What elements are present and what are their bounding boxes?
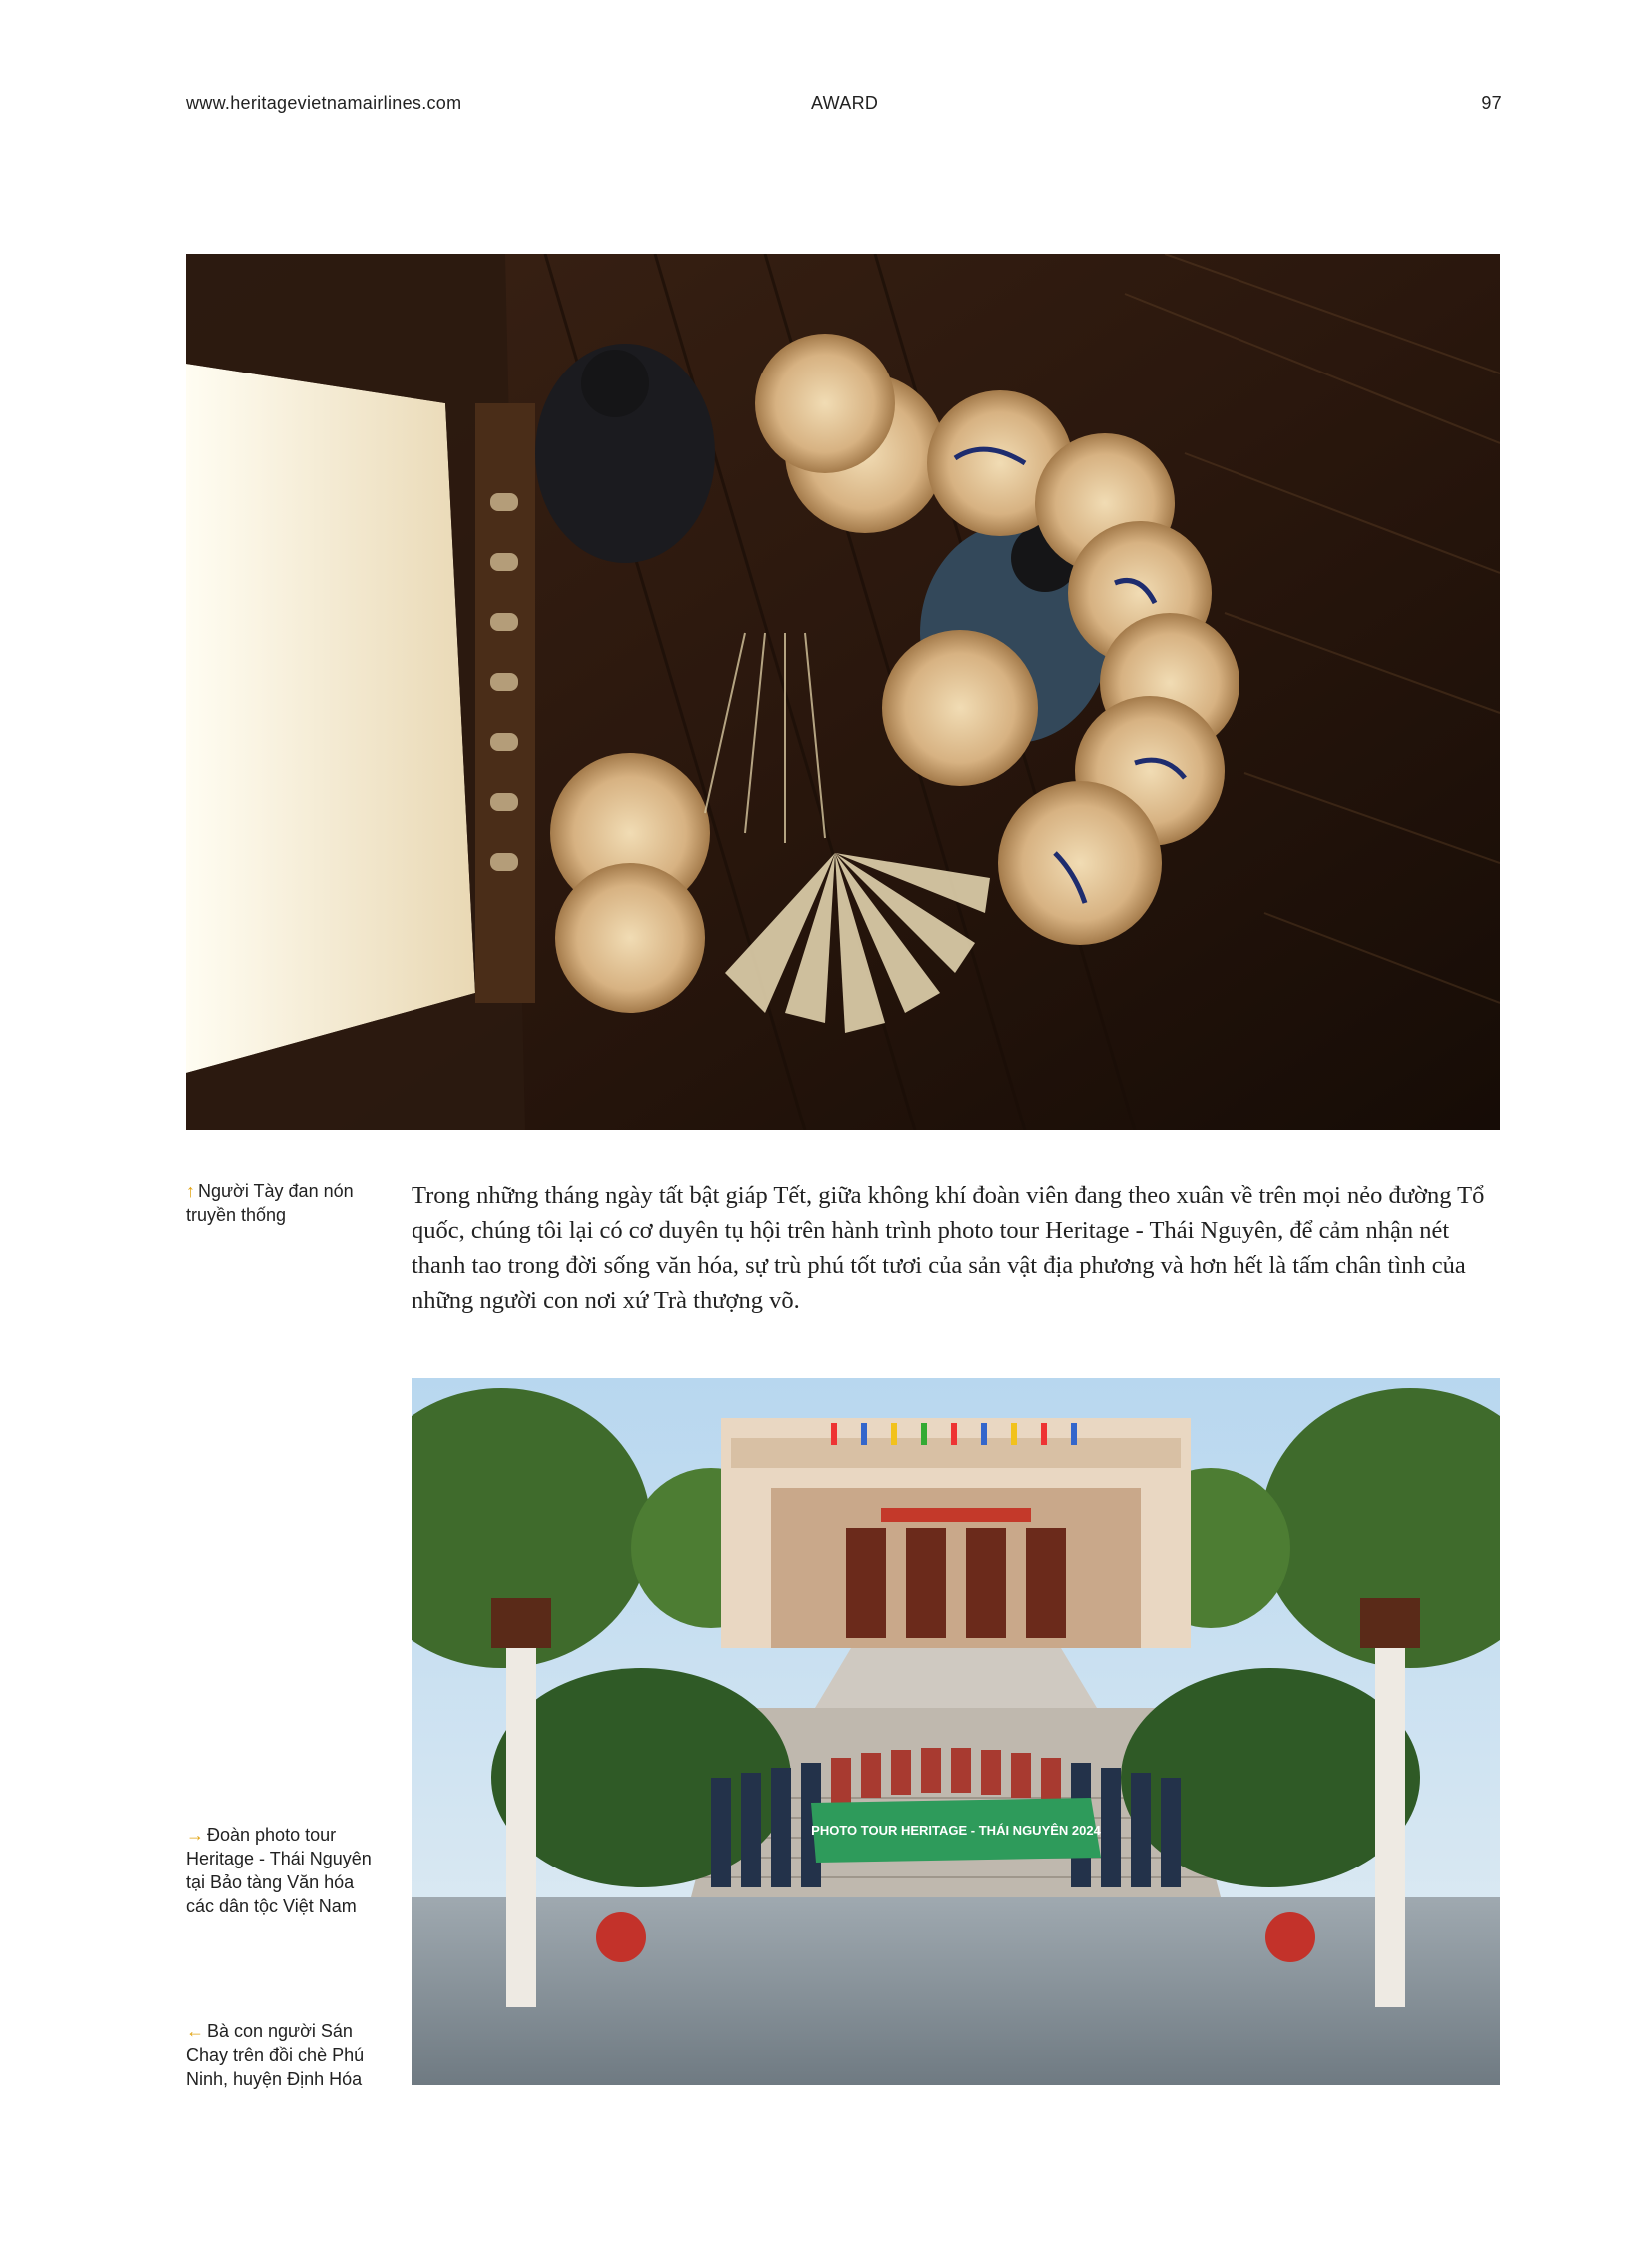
- banner-text: PHOTO TOUR HERITAGE - THÁI NGUYÊN 2024: [811, 1823, 1101, 1838]
- arrow-up-icon: ↑: [186, 1181, 195, 1201]
- caption-text: Bà con người Sán Chay trên đồi chè Phú Ninh, huyện Định Hóa: [186, 2021, 365, 2089]
- caption-tea-hill: [186, 2019, 381, 2091]
- hat-weaving-photo: [186, 254, 1500, 1130]
- caption-text: Đoàn photo tour Heritage - Thái Nguyên tại Bảo tàng Văn hóa các dân tộc Việt Nam: [186, 1825, 372, 1916]
- caption-hat-weaving: [186, 1179, 381, 1227]
- intro-paragraph: Trong những tháng ngày tất bật giáp Tết, giữa không khí đoàn viên đang theo xuân về trên mọi nẻo đường Tổ quốc, chúng tôi lại có cơ duyên tụ hội trên hành trình photo tour Heritage - Thái Nguyên, để cảm nhận nét thanh tao trong đời sống văn hóa, sự trù phú tốt tươi của sản vật địa phương và hơn hết là tấm chân tình của những người con nơi xứ Trà thượng võ.: [412, 1182, 1485, 1314]
- museum-group-photo: [412, 1378, 1500, 2085]
- section-label: AWARD: [811, 93, 879, 113]
- caption-text: Người Tày đan nón truyền thống: [186, 1181, 354, 1225]
- page-number: 97: [1481, 93, 1502, 113]
- arrow-right-icon: →: [186, 1825, 204, 1845]
- website-url: www.heritagevietnamairlines.com: [186, 93, 462, 113]
- arrow-left-icon: ←: [186, 2021, 204, 2041]
- caption-museum-group: [186, 1823, 381, 1918]
